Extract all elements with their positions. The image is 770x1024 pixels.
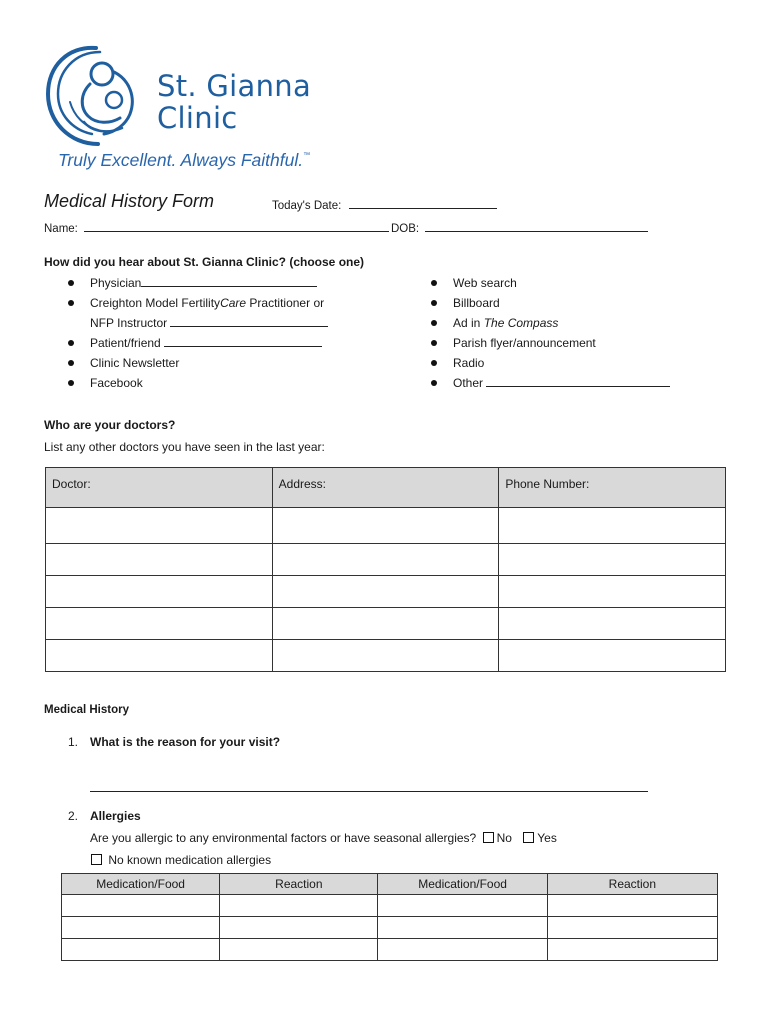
option-parish[interactable] bbox=[429, 333, 670, 353]
allergy-question: Are you allergic to any environmental factors or have seasonal allergies? bbox=[90, 831, 477, 845]
option-label: Physician bbox=[90, 276, 142, 290]
col-reaction-2: Reaction bbox=[547, 874, 717, 895]
table-cell[interactable] bbox=[378, 939, 547, 961]
todays-date-label: Today's Date: bbox=[272, 200, 342, 212]
dob-input[interactable] bbox=[425, 221, 648, 232]
todays-date-input[interactable] bbox=[349, 198, 497, 209]
no-label: No bbox=[496, 831, 512, 845]
table-header-row bbox=[62, 874, 718, 895]
bullet-icon bbox=[68, 360, 74, 366]
bullet-icon bbox=[68, 340, 74, 346]
table-cell[interactable] bbox=[499, 544, 726, 576]
option-label: Clinic Newsletter bbox=[90, 356, 180, 370]
todays-date-field bbox=[272, 198, 497, 212]
table-cell[interactable] bbox=[499, 608, 726, 640]
table-row bbox=[46, 640, 726, 672]
table-cell[interactable] bbox=[46, 640, 273, 672]
option-label: Ad in bbox=[453, 316, 484, 330]
table-cell[interactable] bbox=[46, 576, 273, 608]
clinic-logo-emblem bbox=[40, 42, 152, 150]
table-cell[interactable] bbox=[378, 917, 547, 939]
col-medication-food-2: Medication/Food bbox=[378, 874, 547, 895]
table-cell[interactable] bbox=[499, 576, 726, 608]
hear-about-question: How did you hear about St. Gianna Clinic? (choose one) bbox=[44, 255, 365, 269]
physician-blank[interactable] bbox=[141, 276, 317, 287]
table-row bbox=[62, 895, 718, 917]
option-other[interactable] bbox=[429, 373, 670, 393]
no-known-checkbox[interactable] bbox=[91, 854, 102, 865]
option-label-italic: The Compass bbox=[483, 316, 559, 330]
doctors-table bbox=[45, 467, 726, 672]
option-label: Patient/friend bbox=[90, 336, 161, 350]
table-row bbox=[46, 608, 726, 640]
col-doctor: Doctor: bbox=[46, 468, 273, 508]
option-physician[interactable] bbox=[66, 273, 328, 293]
table-cell[interactable] bbox=[272, 544, 499, 576]
table-cell[interactable] bbox=[46, 544, 273, 576]
table-cell[interactable] bbox=[272, 508, 499, 544]
name-label: Name: bbox=[44, 223, 78, 235]
table-cell[interactable] bbox=[46, 508, 273, 544]
table-cell[interactable] bbox=[220, 917, 378, 939]
bullet-icon bbox=[431, 280, 437, 286]
option-ad-compass[interactable] bbox=[429, 313, 670, 333]
table-row bbox=[62, 917, 718, 939]
no-known-row bbox=[88, 853, 271, 867]
dob-label: DOB: bbox=[391, 223, 420, 235]
hear-about-left-list bbox=[66, 273, 328, 393]
bullet-icon bbox=[431, 300, 437, 306]
option-label: NFP Instructor bbox=[90, 316, 168, 330]
table-cell[interactable] bbox=[547, 939, 717, 961]
table-cell[interactable] bbox=[547, 917, 717, 939]
table-cell[interactable] bbox=[499, 640, 726, 672]
table-cell[interactable] bbox=[272, 608, 499, 640]
no-known-label: No known medication allergies bbox=[108, 853, 272, 867]
col-reaction: Reaction bbox=[220, 874, 378, 895]
yes-checkbox[interactable] bbox=[523, 832, 534, 843]
option-label: Facebook bbox=[90, 376, 143, 390]
table-cell[interactable] bbox=[62, 917, 220, 939]
option-label: Billboard bbox=[453, 296, 500, 310]
table-row bbox=[62, 939, 718, 961]
table-row bbox=[46, 544, 726, 576]
col-address: Address: bbox=[272, 468, 499, 508]
q2-title: Allergies bbox=[90, 809, 141, 823]
clinic-name bbox=[157, 70, 311, 134]
tagline bbox=[58, 150, 310, 171]
allergy-question-row bbox=[90, 831, 557, 845]
table-cell[interactable] bbox=[220, 939, 378, 961]
table-row bbox=[46, 508, 726, 544]
option-label: Parish flyer/announcement bbox=[453, 336, 596, 350]
bullet-icon bbox=[431, 340, 437, 346]
table-cell[interactable] bbox=[499, 508, 726, 544]
option-facebook[interactable] bbox=[66, 373, 328, 393]
q1-number: 1. bbox=[68, 735, 79, 749]
q1-text: What is the reason for your visit? bbox=[90, 735, 281, 749]
tagline-text: Truly Excellent. Always Faithful. bbox=[58, 150, 304, 170]
col-phone: Phone Number: bbox=[499, 468, 726, 508]
option-label: Other bbox=[453, 376, 484, 390]
bullet-icon bbox=[68, 280, 74, 286]
table-cell[interactable] bbox=[62, 895, 220, 917]
form-title: Medical History Form bbox=[44, 191, 215, 211]
other-blank[interactable] bbox=[486, 376, 670, 387]
option-label: Radio bbox=[453, 356, 485, 370]
nfp-blank[interactable] bbox=[170, 316, 328, 327]
dob-field bbox=[391, 221, 648, 235]
table-header-row bbox=[46, 468, 726, 508]
option-patient-friend[interactable] bbox=[66, 333, 328, 353]
no-checkbox[interactable] bbox=[483, 832, 494, 843]
patient-friend-blank[interactable] bbox=[164, 336, 322, 347]
name-field bbox=[44, 221, 389, 235]
doctors-subtitle: List any other doctors you have seen in the last year: bbox=[44, 440, 325, 454]
allergy-table bbox=[61, 873, 718, 961]
option-nfp[interactable] bbox=[66, 313, 328, 333]
clinic-name-line1: St. Gianna bbox=[157, 69, 312, 103]
option-creighton[interactable] bbox=[66, 293, 328, 313]
table-cell[interactable] bbox=[547, 895, 717, 917]
bullet-icon bbox=[431, 380, 437, 386]
bullet-icon bbox=[431, 320, 437, 326]
table-cell[interactable] bbox=[62, 939, 220, 961]
clinic-name-line2: Clinic bbox=[157, 101, 238, 135]
col-medication-food: Medication/Food bbox=[62, 874, 220, 895]
table-cell[interactable] bbox=[272, 640, 499, 672]
table-cell[interactable] bbox=[272, 576, 499, 608]
option-label-cont: Practitioner or bbox=[246, 296, 325, 310]
option-label-italic: Care bbox=[220, 296, 247, 310]
option-label: Creighton Model Fertility bbox=[90, 296, 221, 310]
option-newsletter[interactable] bbox=[66, 353, 328, 373]
yes-label: Yes bbox=[537, 831, 557, 845]
option-radio[interactable] bbox=[429, 353, 670, 373]
table-row bbox=[46, 576, 726, 608]
doctors-title: Who are your doctors? bbox=[44, 418, 176, 432]
table-cell[interactable] bbox=[220, 895, 378, 917]
trademark: ™ bbox=[303, 152, 311, 159]
option-billboard[interactable] bbox=[429, 293, 670, 313]
table-cell[interactable] bbox=[378, 895, 547, 917]
hear-about-right-list bbox=[429, 273, 670, 393]
q1-answer-line[interactable] bbox=[90, 781, 648, 792]
medical-history-title: Medical History bbox=[44, 704, 129, 716]
bullet-icon bbox=[68, 380, 74, 386]
q2-number: 2. bbox=[68, 809, 79, 823]
table-cell[interactable] bbox=[46, 608, 273, 640]
option-label: Web search bbox=[453, 276, 517, 290]
option-web-search[interactable] bbox=[429, 273, 670, 293]
bullet-icon bbox=[431, 360, 437, 366]
name-input[interactable] bbox=[84, 221, 389, 232]
bullet-icon bbox=[68, 300, 74, 306]
